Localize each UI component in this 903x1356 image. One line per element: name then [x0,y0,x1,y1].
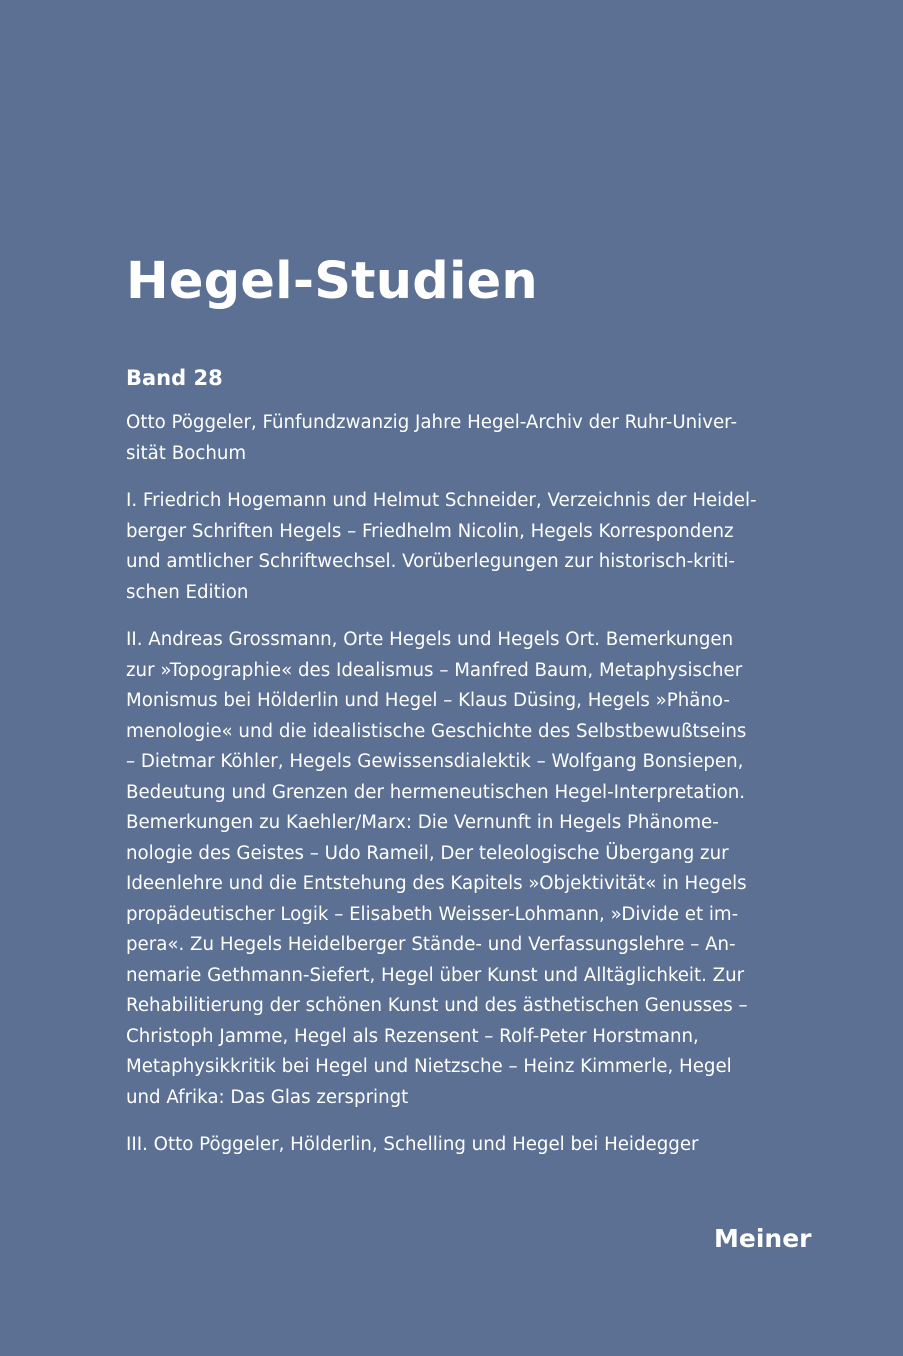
contents-paragraph [126,486,806,608]
contents-paragraph [126,408,806,469]
contents-line: III. Otto Pöggeler, Hölderlin, Schelling und Hegel bei Heidegger [126,1134,699,1155]
contents-line: Monismus bei Hölderlin und Hegel – Klaus Düsing, Hegels »Phäno- [126,690,730,711]
contents-line: nemarie Gethmann-Siefert, Hegel über Kunst und Alltäglichkeit. Zur [126,964,745,986]
volume-number: Band 28 [126,366,223,390]
contents-line: menologie« und die idealistische Geschichte des Selbstbewußtseins [126,720,747,742]
contents-line: berger Schriften Hegels – Friedhelm Nicolin, Hegels Korrespondenz [126,520,734,542]
contents-line: Otto Pöggeler, Fünfundzwanzig Jahre Hegel-Archiv der Ruhr-Univer- [126,412,738,433]
contents-line: propädeutischer Logik – Elisabeth Weisser-Lohmann, »Divide et im- [126,903,739,925]
contents-line: Bedeutung und Grenzen der hermeneutischen Hegel-Interpretation. [126,781,746,803]
contents-line: Bemerkungen zu Kaehler/Marx: Die Vernunft in Hegels Phänome- [126,812,719,833]
contents-line: und Afrika: Das Glas zerspringt [126,1086,409,1108]
contents-paragraph [126,1130,806,1161]
contents-line: Christoph Jamme, Hegel als Rezensent – Rolf-Peter Horstmann, [126,1025,699,1047]
contents-line: schen Edition [126,581,249,603]
contents-paragraph [126,625,806,1113]
publisher-logo: Meiner [714,1224,812,1253]
table-of-contents [126,408,806,1178]
contents-line: Rehabilitierung der schönen Kunst und des ästhetischen Genusses – [126,995,748,1016]
contents-line: – Dietmar Köhler, Hegels Gewissensdialektik – Wolfgang Bonsiepen, [126,751,744,772]
contents-line: und amtlicher Schriftwechsel. Vorüberlegungen zur historisch-kriti- [126,551,735,572]
book-title: Hegel-Studien [126,252,538,311]
contents-line: Ideenlehre und die Entstehung des Kapitels »Objektivität« in Hegels [126,873,747,894]
contents-line: zur »Topographie« des Idealismus – Manfred Baum, Metaphysischer [126,659,743,681]
contents-line: Metaphysikkritik bei Hegel und Nietzsche – Heinz Kimmerle, Hegel [126,1056,732,1077]
contents-line: I. Friedrich Hogemann und Helmut Schneider, Verzeichnis der Heidel- [126,490,757,511]
contents-line: sität Bochum [126,442,247,464]
contents-line: II. Andreas Grossmann, Orte Hegels und Hegels Ort. Bemerkungen [126,629,734,650]
contents-line: nologie des Geistes – Udo Rameil, Der teleologische Übergang zur [126,842,729,864]
contents-line: pera«. Zu Hegels Heidelberger Stände- und Verfassungslehre – An- [126,934,736,955]
